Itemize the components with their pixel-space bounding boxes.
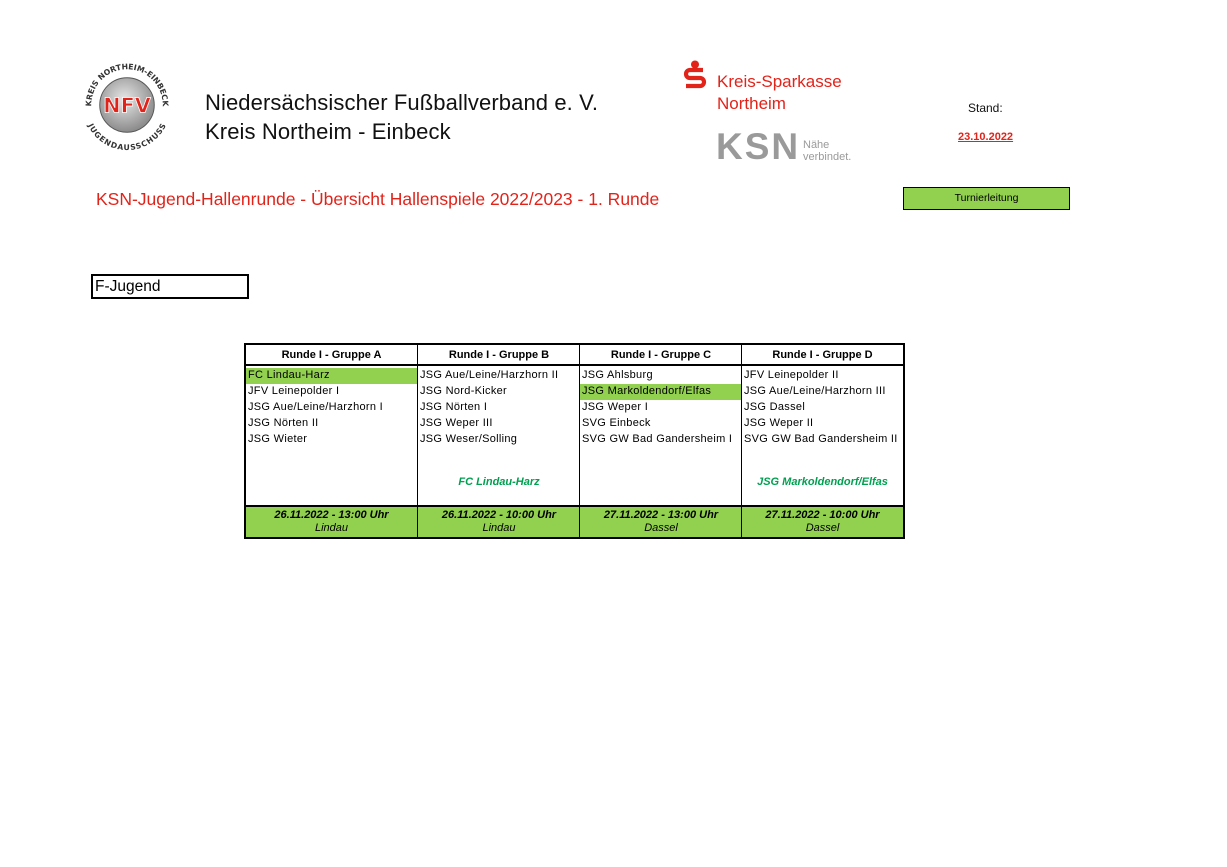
team-cell: JSG Weper I	[582, 401, 649, 413]
team-cell: JSG Dassel	[744, 401, 806, 413]
ksn-tagline-1: Nähe	[803, 139, 830, 151]
nfv-ring-top-text: KREIS NORTHEIM-EINBECK	[84, 62, 170, 107]
team-cell: JSG Weper II	[744, 417, 814, 429]
group-column-d	[741, 345, 903, 537]
host-team: JSG Markoldendorf/Elfas	[757, 476, 888, 488]
group-header: Runde I - Gruppe A	[246, 345, 417, 366]
match-place: Dassel	[805, 522, 840, 534]
team-cell: JSG Wieter	[248, 433, 308, 445]
team-list	[418, 368, 580, 448]
team-cell: FC Lindau-Harz	[246, 368, 417, 384]
match-place: Dassel	[644, 522, 678, 534]
match-date: 26.11.2022 - 13:00 Uhr	[274, 509, 389, 521]
match-info	[580, 505, 742, 537]
nfv-logo	[80, 58, 174, 152]
match-place: Lindau	[314, 522, 349, 534]
team-cell: JSG Nörten I	[420, 401, 488, 413]
groups-table	[244, 343, 905, 539]
team-cell: JSG Nörten II	[248, 417, 319, 429]
page-title: KSN-Jugend-Hallenrunde - Übersicht Hallenspiele 2022/2023 - 1. Runde	[96, 189, 660, 209]
group-header: Runde I - Gruppe C	[580, 345, 742, 366]
match-info	[418, 505, 580, 537]
sparkasse-logo-icon	[682, 60, 708, 92]
team-cell: JFV Leinepolder I	[248, 385, 340, 397]
team-cell: JFV Leinepolder II	[744, 369, 839, 381]
group-column-c	[579, 345, 742, 537]
team-list	[742, 368, 903, 448]
host-team: FC Lindau-Harz	[458, 476, 540, 488]
match-info	[246, 505, 417, 537]
turnierleitung-button[interactable]: Turnierleitung	[903, 187, 1070, 210]
team-cell: JSG Aue/Leine/Harzhorn II	[420, 369, 559, 381]
team-cell: SVG GW Bad Gandersheim II	[744, 433, 898, 445]
category-label: F-Jugend	[91, 274, 249, 299]
team-cell: JSG Nord-Kicker	[420, 385, 508, 397]
team-cell: JSG Aue/Leine/Harzhorn I	[248, 401, 383, 413]
team-cell: SVG GW Bad Gandersheim I	[582, 433, 733, 445]
team-list	[246, 368, 417, 448]
team-cell: JSG Markoldendorf/Elfas	[580, 384, 742, 400]
match-date: 27.11.2022 - 13:00 Uhr	[603, 509, 719, 521]
group-header: Runde I - Gruppe D	[742, 345, 903, 366]
team-cell: JSG Aue/Leine/Harzhorn III	[744, 385, 886, 397]
nfv-center-text: NFV	[103, 93, 151, 118]
match-date: 26.11.2022 - 10:00 Uhr	[441, 509, 557, 521]
ksn-logo: KSN	[716, 126, 801, 167]
team-cell: JSG Ahlsburg	[582, 369, 653, 381]
team-cell: SVG Einbeck	[582, 417, 651, 429]
group-column-b	[417, 345, 580, 537]
stand-label: Stand:	[968, 101, 1003, 115]
group-column-a	[246, 345, 417, 537]
team-cell: JSG Weser/Solling	[420, 433, 518, 445]
org-name: Niedersächsischer Fußballverband e. V.	[205, 90, 599, 115]
ksn-tagline-2: verbindet.	[803, 151, 852, 163]
group-header: Runde I - Gruppe B	[418, 345, 580, 366]
match-date: 27.11.2022 - 10:00 Uhr	[765, 509, 880, 521]
stand-date: 23.10.2022	[958, 131, 1014, 143]
org-district: Kreis Northeim - Einbeck	[205, 119, 451, 144]
sponsor-city: Northeim	[717, 94, 786, 113]
nfv-ring-bottom-text: JUGENDAUSSCHUSS	[86, 122, 168, 152]
match-place: Lindau	[482, 522, 516, 534]
match-info	[742, 505, 903, 537]
team-list	[580, 368, 742, 448]
team-cell: JSG Weper III	[420, 417, 493, 429]
sponsor-name: Kreis-Sparkasse	[717, 72, 842, 91]
